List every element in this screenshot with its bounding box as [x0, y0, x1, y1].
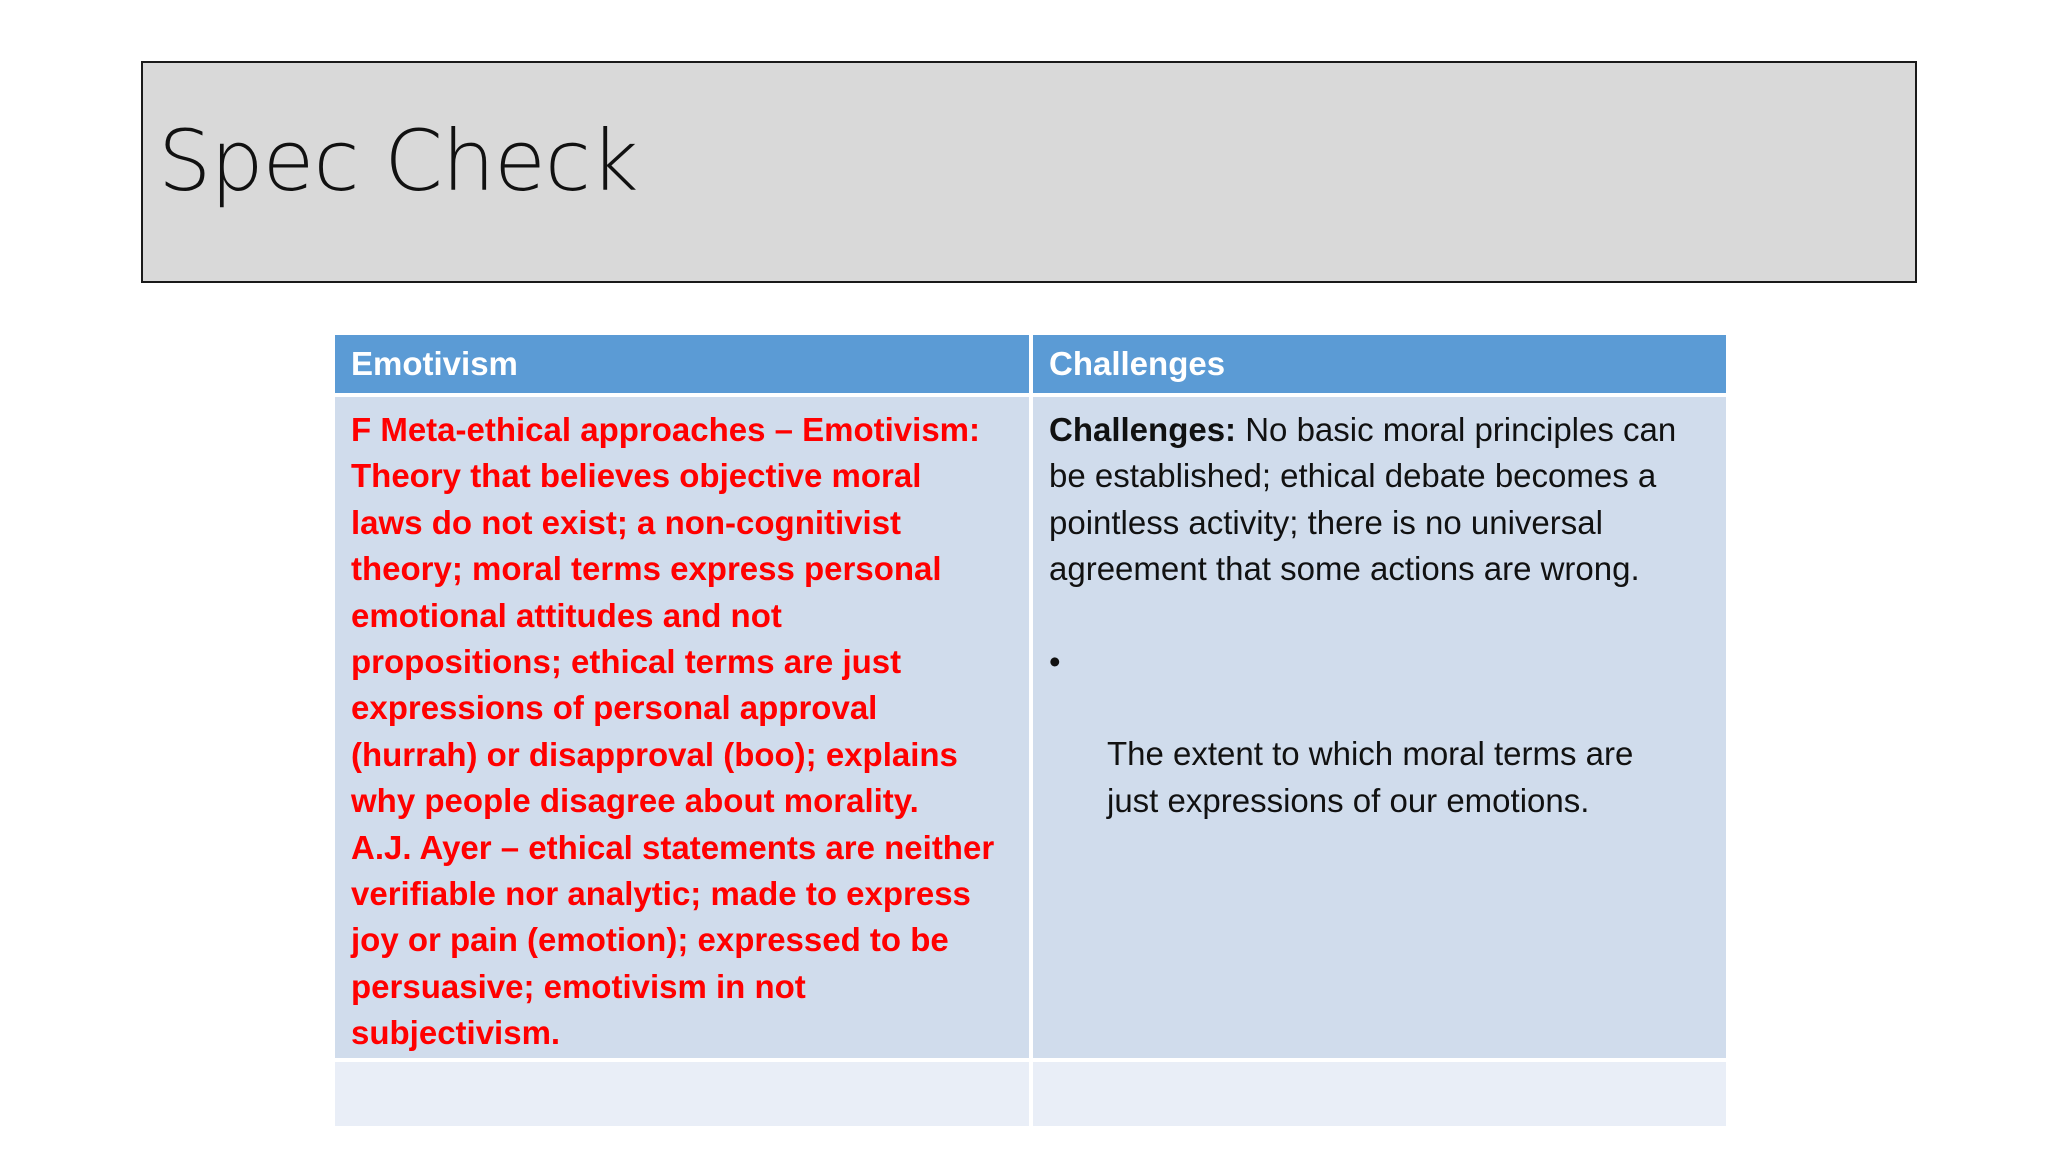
- bullet-item: [1049, 639, 1710, 825]
- challenges-cell: [1033, 397, 1726, 1058]
- empty-cell-left: [335, 1062, 1029, 1126]
- emotivism-cell: [335, 397, 1029, 1058]
- empty-cell-right: [1033, 1062, 1726, 1126]
- bullet-icon: •: [1049, 642, 1061, 680]
- challenges-lead: Challenges:: [1049, 411, 1237, 448]
- header-challenges: Challenges: [1033, 335, 1726, 393]
- header-emotivism: Emotivism: [335, 335, 1029, 393]
- challenges-text: No basic moral principles can be established; ethical debate becomes a pointless activity; there is no universal agreement that some actions are wrong.: [1049, 411, 1677, 588]
- emotivism-description: F Meta-ethical approaches – Emotivism: Theory that believes objective moral laws do not exist; a non-cognitivist theory; moral terms express personal emotional attitudes and not propositions; ethical terms are just expressions of personal approval (hurrah) or disapproval (boo); explains why people disagree about morality. A.J. Ayer – ethical statements are neither verifiable nor analytic; made to express joy or pain (emotion); expressed to be persuasive; emotivism in not subjectivism.: [351, 411, 995, 1052]
- title-box: [141, 61, 1917, 283]
- slide-title: Spec Check: [158, 112, 638, 210]
- challenges-paragraph: [1049, 407, 1710, 593]
- bullet-text: The extent to which moral terms are just expressions of our emotions.: [1107, 735, 1634, 819]
- spec-table: [335, 335, 1726, 1126]
